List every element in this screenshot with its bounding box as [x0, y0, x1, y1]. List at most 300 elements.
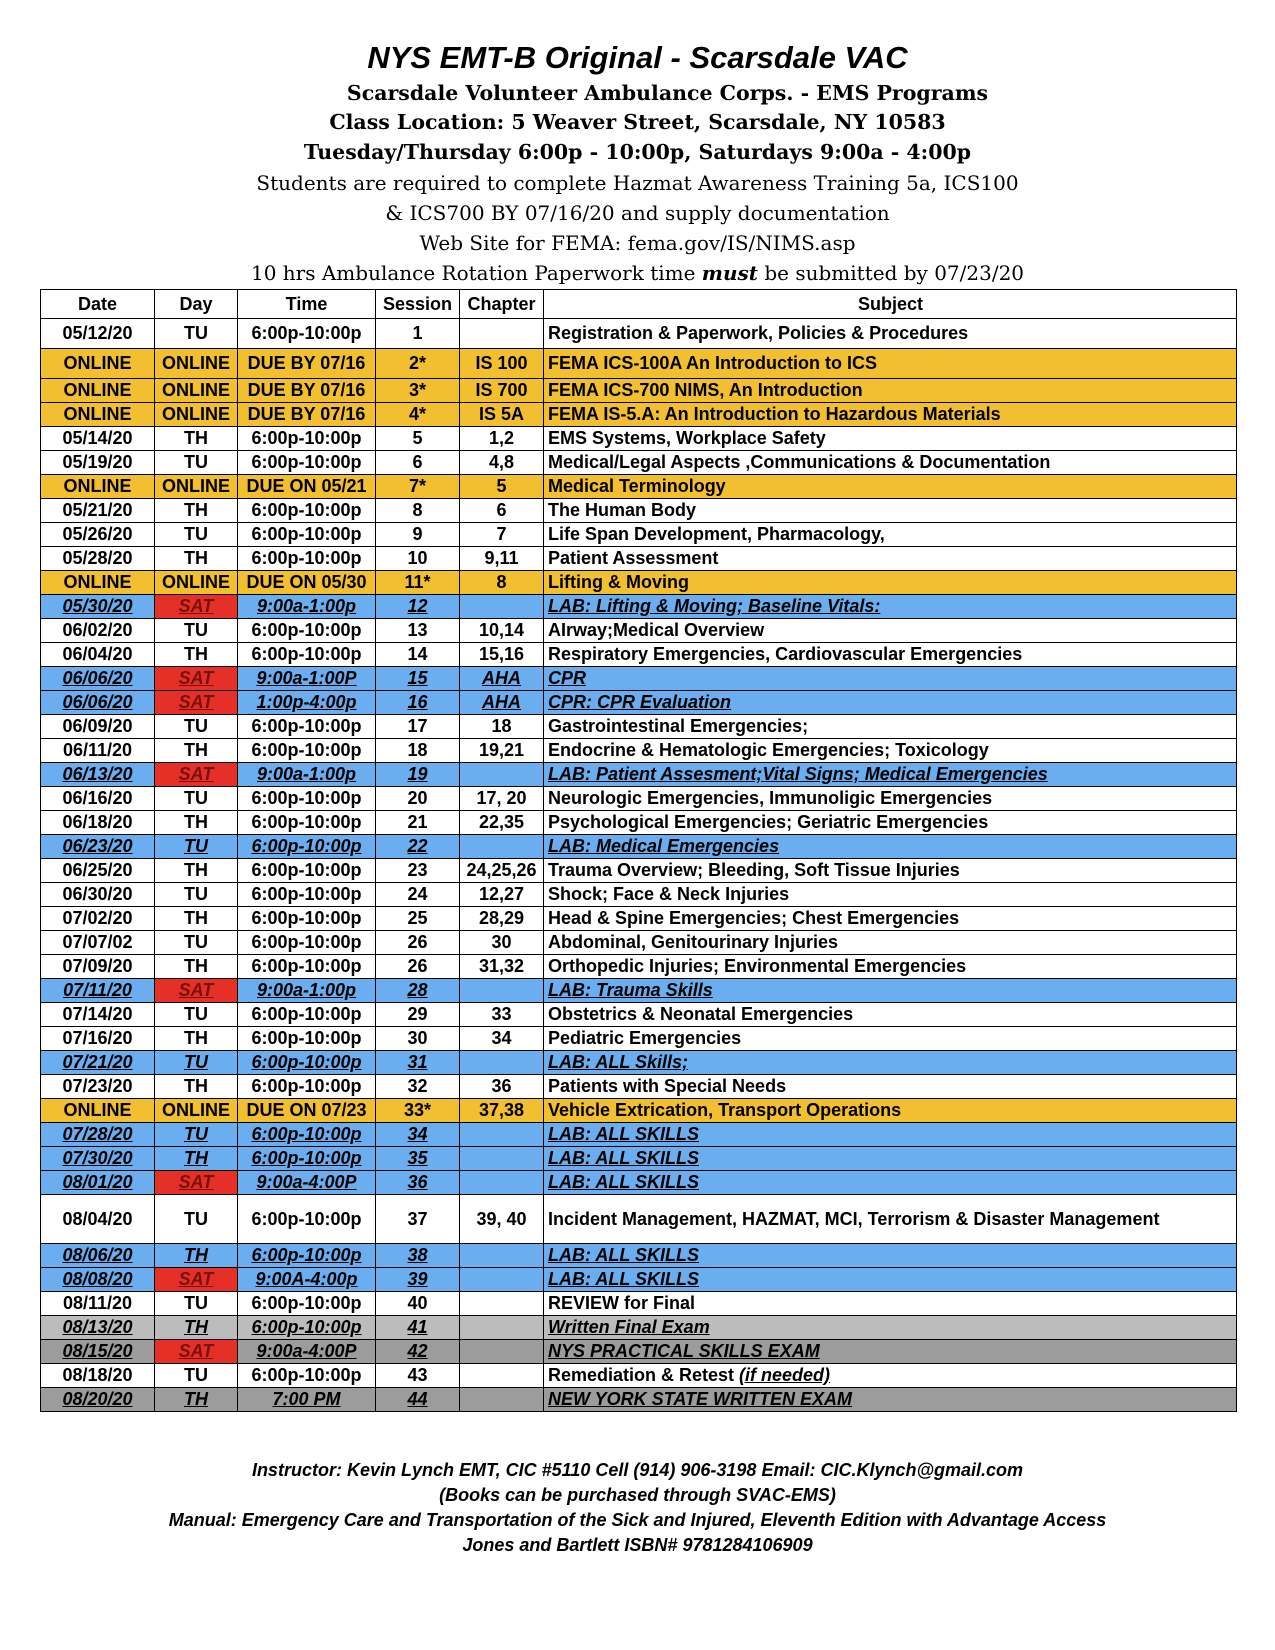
cell-subject: Shock; Face & Neck Injuries [544, 883, 1237, 907]
cell-session: 30 [376, 1027, 460, 1051]
cell-time: DUE ON 05/30 [238, 571, 376, 595]
cell-chapter: 34 [460, 1027, 544, 1051]
cell-session: 3* [376, 379, 460, 403]
table-row [41, 811, 1237, 835]
cell-date: 06/30/20 [41, 883, 155, 907]
cell-time: 7:00 PM [238, 1388, 376, 1412]
cell-chapter [460, 1364, 544, 1388]
cell-day: SAT [155, 595, 238, 619]
cell-day: TU [155, 619, 238, 643]
cell-day: TU [155, 1292, 238, 1316]
cell-time: 9:00a-1:00p [238, 979, 376, 1003]
cell-time: 9:00a-4:00P [238, 1340, 376, 1364]
cell-session: 26 [376, 955, 460, 979]
cell-date: 07/09/20 [41, 955, 155, 979]
cell-date: 05/28/20 [41, 547, 155, 571]
cell-chapter [460, 1388, 544, 1412]
cell-day: TH [155, 1244, 238, 1268]
cell-time: 6:00p-10:00p [238, 1075, 376, 1099]
cell-time: DUE BY 07/16 [238, 379, 376, 403]
cell-day: SAT [155, 1171, 238, 1195]
cell-chapter: 12,27 [460, 883, 544, 907]
cell-subject: Orthopedic Injuries; Environmental Emergencies [544, 955, 1237, 979]
col-header-date: Date [41, 290, 155, 319]
cell-subject: LAB: ALL SKILLS [544, 1268, 1237, 1292]
cell-session: 36 [376, 1171, 460, 1195]
cell-day: TH [155, 811, 238, 835]
cell-date: 07/28/20 [41, 1123, 155, 1147]
cell-date: 05/19/20 [41, 451, 155, 475]
cell-chapter: 33 [460, 1003, 544, 1027]
table-row [41, 1171, 1237, 1195]
col-header-subject: Subject [544, 290, 1237, 319]
table-row [41, 475, 1237, 499]
cell-day: TH [155, 907, 238, 931]
table-row [41, 955, 1237, 979]
cell-day: TU [155, 1003, 238, 1027]
cell-day: TH [155, 1316, 238, 1340]
cell-session: 44 [376, 1388, 460, 1412]
cell-date: 06/02/20 [41, 619, 155, 643]
table-row [41, 547, 1237, 571]
cell-time: 6:00p-10:00p [238, 1123, 376, 1147]
cell-time: 6:00p-10:00p [238, 643, 376, 667]
cell-date: 07/07/02 [41, 931, 155, 955]
cell-chapter: 8 [460, 571, 544, 595]
cell-chapter: 15,16 [460, 643, 544, 667]
cell-session: 33* [376, 1099, 460, 1123]
publisher-line: Jones and Bartlett ISBN# 9781284106909 [462, 1535, 813, 1555]
cell-day: TU [155, 1364, 238, 1388]
cell-chapter [460, 1171, 544, 1195]
cell-session: 29 [376, 1003, 460, 1027]
cell-session: 1 [376, 319, 460, 349]
table-row [41, 1075, 1237, 1099]
cell-session: 32 [376, 1075, 460, 1099]
table-row [41, 1195, 1237, 1244]
cell-session: 43 [376, 1364, 460, 1388]
cell-time: 6:00p-10:00p [238, 523, 376, 547]
table-row [41, 595, 1237, 619]
cell-time: 9:00a-1:00p [238, 595, 376, 619]
table-row [41, 349, 1237, 379]
table-row [41, 1292, 1237, 1316]
cell-date: 08/08/20 [41, 1268, 155, 1292]
cell-subject: Registration & Paperwork, Policies & Procedures [544, 319, 1237, 349]
cell-subject: Neurologic Emergencies, Immunoligic Emergencies [544, 787, 1237, 811]
cell-session: 4* [376, 403, 460, 427]
requirement-note-2: & ICS700 BY 07/16/20 and supply documentation [385, 201, 890, 225]
cell-time: DUE ON 07/23 [238, 1099, 376, 1123]
class-hours: Tuesday/Thursday 6:00p - 10:00p, Saturdays 9:00a - 4:00p [303, 140, 972, 164]
cell-day: TU [155, 883, 238, 907]
cell-session: 41 [376, 1316, 460, 1340]
cell-day: TU [155, 1123, 238, 1147]
table-row [41, 1364, 1237, 1388]
cell-day: TH [155, 427, 238, 451]
table-row [41, 379, 1237, 403]
cell-date: ONLINE [41, 349, 155, 379]
cell-date: 08/01/20 [41, 1171, 155, 1195]
cell-time: 6:00p-10:00p [238, 907, 376, 931]
cell-chapter: 18 [460, 715, 544, 739]
cell-time: 6:00p-10:00p [238, 499, 376, 523]
subject-extra-note: (if needed) [739, 1365, 831, 1385]
cell-subject: NEW YORK STATE WRITTEN EXAM [544, 1388, 1237, 1412]
cell-day: SAT [155, 763, 238, 787]
cell-chapter: 17, 20 [460, 787, 544, 811]
cell-chapter [460, 1051, 544, 1075]
cell-day: SAT [155, 691, 238, 715]
cell-time: 6:00p-10:00p [238, 1292, 376, 1316]
cell-subject: Medical/Legal Aspects ,Communications & Documentation [544, 451, 1237, 475]
cell-session: 40 [376, 1292, 460, 1316]
table-row [41, 1388, 1237, 1412]
cell-day: TH [155, 1388, 238, 1412]
schedule-body [41, 319, 1237, 1412]
cell-date: 06/11/20 [41, 739, 155, 763]
cell-time: 1:00p-4:00p [238, 691, 376, 715]
cell-subject: The Human Body [544, 499, 1237, 523]
table-row [41, 787, 1237, 811]
table-row [41, 403, 1237, 427]
cell-time: 6:00p-10:00p [238, 1051, 376, 1075]
cell-day: ONLINE [155, 349, 238, 379]
cell-date: 07/16/20 [41, 1027, 155, 1051]
cell-day: TH [155, 739, 238, 763]
cell-day: TU [155, 787, 238, 811]
cell-session: 24 [376, 883, 460, 907]
table-row [41, 739, 1237, 763]
table-row [41, 319, 1237, 349]
cell-date: 06/13/20 [41, 763, 155, 787]
table-row [41, 859, 1237, 883]
cell-time: 9:00a-1:00P [238, 667, 376, 691]
cell-day: TU [155, 931, 238, 955]
cell-date: 08/06/20 [41, 1244, 155, 1268]
cell-chapter: AHA [460, 691, 544, 715]
cell-time: 6:00p-10:00p [238, 547, 376, 571]
requirement-note-1: Students are required to complete Hazmat Awareness Training 5a, ICS100 [256, 171, 1019, 195]
table-row [41, 619, 1237, 643]
cell-day: ONLINE [155, 1099, 238, 1123]
cell-date: ONLINE [41, 1099, 155, 1123]
cell-time: 6:00p-10:00p [238, 619, 376, 643]
table-row [41, 1268, 1237, 1292]
cell-session: 9 [376, 523, 460, 547]
cell-subject: Pediatric Emergencies [544, 1027, 1237, 1051]
cell-chapter: 7 [460, 523, 544, 547]
cell-session: 12 [376, 595, 460, 619]
cell-day: TU [155, 1195, 238, 1244]
cell-time: 6:00p-10:00p [238, 835, 376, 859]
cell-day: ONLINE [155, 475, 238, 499]
table-row [41, 835, 1237, 859]
cell-time: 6:00p-10:00p [238, 811, 376, 835]
col-header-chapter: Chapter [460, 290, 544, 319]
cell-time: 6:00p-10:00p [238, 1003, 376, 1027]
cell-date: 07/14/20 [41, 1003, 155, 1027]
cell-session: 19 [376, 763, 460, 787]
cell-subject: LAB: Trauma Skills [544, 979, 1237, 1003]
cell-time: DUE BY 07/16 [238, 349, 376, 379]
cell-session: 5 [376, 427, 460, 451]
table-row [41, 427, 1237, 451]
cell-day: ONLINE [155, 571, 238, 595]
cell-chapter: 10,14 [460, 619, 544, 643]
cell-subject: FEMA ICS-700 NIMS, An Introduction [544, 379, 1237, 403]
cell-date: 05/14/20 [41, 427, 155, 451]
cell-subject: LAB: Lifting & Moving; Baseline Vitals: [544, 595, 1237, 619]
cell-subject: FEMA IS-5.A: An Introduction to Hazardous Materials [544, 403, 1237, 427]
cell-subject: REVIEW for Final [544, 1292, 1237, 1316]
cell-chapter [460, 319, 544, 349]
cell-subject: Trauma Overview; Bleeding, Soft Tissue Injuries [544, 859, 1237, 883]
cell-subject: Vehicle Extrication, Transport Operations [544, 1099, 1237, 1123]
cell-day: SAT [155, 1340, 238, 1364]
organization-line: Scarsdale Volunteer Ambulance Corps. - EMS Programs [346, 81, 989, 105]
cell-session: 39 [376, 1268, 460, 1292]
books-note: (Books can be purchased through SVAC-EMS) [439, 1485, 836, 1505]
cell-chapter: IS 100 [460, 349, 544, 379]
cell-subject: Endocrine & Hematologic Emergencies; Toxicology [544, 739, 1237, 763]
table-row [41, 667, 1237, 691]
cell-chapter [460, 835, 544, 859]
cell-day: TH [155, 955, 238, 979]
cell-chapter: AHA [460, 667, 544, 691]
cell-subject: Written Final Exam [544, 1316, 1237, 1340]
cell-subject: Obstetrics & Neonatal Emergencies [544, 1003, 1237, 1027]
cell-session: 35 [376, 1147, 460, 1171]
table-row [41, 1027, 1237, 1051]
cell-subject: LAB: Patient Assesment;Vital Signs; Medical Emergencies [544, 763, 1237, 787]
cell-time: 6:00p-10:00p [238, 859, 376, 883]
cell-subject: LAB: ALL SKILLS [544, 1147, 1237, 1171]
cell-subject: CPR: CPR Evaluation [544, 691, 1237, 715]
cell-chapter: 36 [460, 1075, 544, 1099]
cell-day: TU [155, 835, 238, 859]
table-row [41, 1340, 1237, 1364]
table-row [41, 1051, 1237, 1075]
cell-session: 31 [376, 1051, 460, 1075]
cell-day: TU [155, 451, 238, 475]
cell-time: 6:00p-10:00p [238, 1316, 376, 1340]
cell-subject: Medical Terminology [544, 475, 1237, 499]
table-row [41, 763, 1237, 787]
schedule-table [40, 289, 1237, 1412]
cell-chapter [460, 1244, 544, 1268]
table-row [41, 1147, 1237, 1171]
cell-session: 14 [376, 643, 460, 667]
cell-chapter: 24,25,26 [460, 859, 544, 883]
cell-date: 06/23/20 [41, 835, 155, 859]
cell-subject: LAB: ALL SKILLS [544, 1244, 1237, 1268]
cell-chapter: 31,32 [460, 955, 544, 979]
cell-day: TH [155, 1147, 238, 1171]
cell-chapter: 5 [460, 475, 544, 499]
cell-chapter: 19,21 [460, 739, 544, 763]
cell-subject: CPR [544, 667, 1237, 691]
table-header-row [41, 290, 1237, 319]
cell-chapter: 37,38 [460, 1099, 544, 1123]
cell-chapter: 9,11 [460, 547, 544, 571]
cell-session: 42 [376, 1340, 460, 1364]
cell-date: 08/15/20 [41, 1340, 155, 1364]
cell-date: 07/21/20 [41, 1051, 155, 1075]
cell-day: TU [155, 523, 238, 547]
cell-session: 37 [376, 1195, 460, 1244]
table-row [41, 499, 1237, 523]
cell-date: 06/04/20 [41, 643, 155, 667]
cell-day: TH [155, 547, 238, 571]
cell-day: TU [155, 319, 238, 349]
cell-time: 6:00p-10:00p [238, 1244, 376, 1268]
cell-time: DUE BY 07/16 [238, 403, 376, 427]
cell-session: 34 [376, 1123, 460, 1147]
cell-date: 06/06/20 [41, 691, 155, 715]
cell-chapter: 28,29 [460, 907, 544, 931]
cell-chapter [460, 979, 544, 1003]
cell-date: 08/13/20 [41, 1316, 155, 1340]
col-header-time: Time [238, 290, 376, 319]
cell-date: 06/18/20 [41, 811, 155, 835]
cell-session: 25 [376, 907, 460, 931]
instructor-line: Instructor: Kevin Lynch EMT, CIC #5110 Cell (914) 906-3198 Email: CIC.Klynch@gmail.com [251, 1460, 1024, 1480]
cell-subject: EMS Systems, Workplace Safety [544, 427, 1237, 451]
cell-subject: Incident Management, HAZMAT, MCI, Terrorism & Disaster Management [544, 1195, 1237, 1244]
cell-date: 07/23/20 [41, 1075, 155, 1099]
cell-time: 9:00A-4:00p [238, 1268, 376, 1292]
cell-time: 6:00p-10:00p [238, 931, 376, 955]
cell-time: 6:00p-10:00p [238, 1195, 376, 1244]
cell-chapter: 1,2 [460, 427, 544, 451]
table-row [41, 523, 1237, 547]
cell-day: TH [155, 1075, 238, 1099]
cell-time: 9:00a-4:00P [238, 1171, 376, 1195]
cell-session: 2* [376, 349, 460, 379]
cell-session: 38 [376, 1244, 460, 1268]
cell-subject: AIrway;Medical Overview [544, 619, 1237, 643]
cell-date: 08/11/20 [41, 1292, 155, 1316]
cell-subject: Gastrointestinal Emergencies; [544, 715, 1237, 739]
cell-date: 06/16/20 [41, 787, 155, 811]
cell-date: 05/26/20 [41, 523, 155, 547]
cell-subject: LAB: ALL SKILLS [544, 1171, 1237, 1195]
cell-day: TH [155, 1027, 238, 1051]
cell-date: ONLINE [41, 475, 155, 499]
cell-day: SAT [155, 1268, 238, 1292]
cell-subject: Remediation & Retest (if needed) [544, 1364, 1237, 1388]
cell-chapter [460, 595, 544, 619]
cell-session: 22 [376, 835, 460, 859]
cell-date: ONLINE [41, 571, 155, 595]
cell-date: 06/25/20 [41, 859, 155, 883]
cell-subject: Patient Assessment [544, 547, 1237, 571]
cell-subject: Lifting & Moving [544, 571, 1237, 595]
cell-day: TH [155, 859, 238, 883]
cell-chapter: 39, 40 [460, 1195, 544, 1244]
cell-time: 6:00p-10:00p [238, 883, 376, 907]
cell-day: ONLINE [155, 403, 238, 427]
cell-subject: FEMA ICS-100A An Introduction to ICS [544, 349, 1237, 379]
cell-date: 08/20/20 [41, 1388, 155, 1412]
cell-date: 06/06/20 [41, 667, 155, 691]
cell-subject: NYS PRACTICAL SKILLS EXAM [544, 1340, 1237, 1364]
cell-subject: Life Span Development, Pharmacology, [544, 523, 1237, 547]
cell-chapter [460, 1316, 544, 1340]
manual-line: Manual: Emergency Care and Transportation of the Sick and Injured, Eleventh Edition with Advantage Access [168, 1510, 1107, 1530]
emphasis-must: must [701, 261, 758, 285]
cell-session: 11* [376, 571, 460, 595]
table-row [41, 691, 1237, 715]
cell-session: 23 [376, 859, 460, 883]
cell-subject: LAB: ALL SKILLS [544, 1123, 1237, 1147]
cell-day: ONLINE [155, 379, 238, 403]
cell-chapter: IS 700 [460, 379, 544, 403]
cell-chapter: 6 [460, 499, 544, 523]
cell-date: 05/30/20 [41, 595, 155, 619]
cell-subject: Patients with Special Needs [544, 1075, 1237, 1099]
cell-date: 07/02/20 [41, 907, 155, 931]
cell-chapter [460, 1123, 544, 1147]
cell-time: DUE ON 05/21 [238, 475, 376, 499]
cell-chapter [460, 1147, 544, 1171]
class-location: Class Location: 5 Weaver Street, Scarsdale, NY 10583 [329, 110, 946, 134]
cell-subject: Respiratory Emergencies, Cardiovascular Emergencies [544, 643, 1237, 667]
cell-subject: Head & Spine Emergencies; Chest Emergencies [544, 907, 1237, 931]
cell-date: 08/04/20 [41, 1195, 155, 1244]
cell-session: 6 [376, 451, 460, 475]
cell-session: 26 [376, 931, 460, 955]
cell-date: 07/30/20 [41, 1147, 155, 1171]
cell-date: ONLINE [41, 379, 155, 403]
cell-chapter: 22,35 [460, 811, 544, 835]
cell-session: 8 [376, 499, 460, 523]
cell-subject: Psychological Emergencies; Geriatric Emergencies [544, 811, 1237, 835]
cell-date: 05/12/20 [41, 319, 155, 349]
cell-chapter [460, 1292, 544, 1316]
cell-subject: LAB: ALL Skills; [544, 1051, 1237, 1075]
table-row [41, 1244, 1237, 1268]
fema-website-note: Web Site for FEMA: fema.gov/IS/NIMS.asp [419, 231, 856, 255]
table-row [41, 571, 1237, 595]
cell-time: 6:00p-10:00p [238, 451, 376, 475]
cell-day: SAT [155, 979, 238, 1003]
col-header-day: Day [155, 290, 238, 319]
cell-time: 6:00p-10:00p [238, 1147, 376, 1171]
cell-chapter: IS 5A [460, 403, 544, 427]
cell-day: TU [155, 1051, 238, 1075]
cell-date: 06/09/20 [41, 715, 155, 739]
cell-session: 17 [376, 715, 460, 739]
cell-time: 6:00p-10:00p [238, 1364, 376, 1388]
table-row [41, 1316, 1237, 1340]
table-row [41, 451, 1237, 475]
cell-session: 13 [376, 619, 460, 643]
cell-day: SAT [155, 667, 238, 691]
table-row [41, 643, 1237, 667]
cell-session: 28 [376, 979, 460, 1003]
cell-time: 6:00p-10:00p [238, 787, 376, 811]
cell-time: 6:00p-10:00p [238, 955, 376, 979]
cell-session: 20 [376, 787, 460, 811]
col-header-session: Session [376, 290, 460, 319]
cell-chapter [460, 763, 544, 787]
cell-time: 6:00p-10:00p [238, 739, 376, 763]
cell-day: TH [155, 499, 238, 523]
cell-chapter: 4,8 [460, 451, 544, 475]
cell-date: 07/11/20 [41, 979, 155, 1003]
